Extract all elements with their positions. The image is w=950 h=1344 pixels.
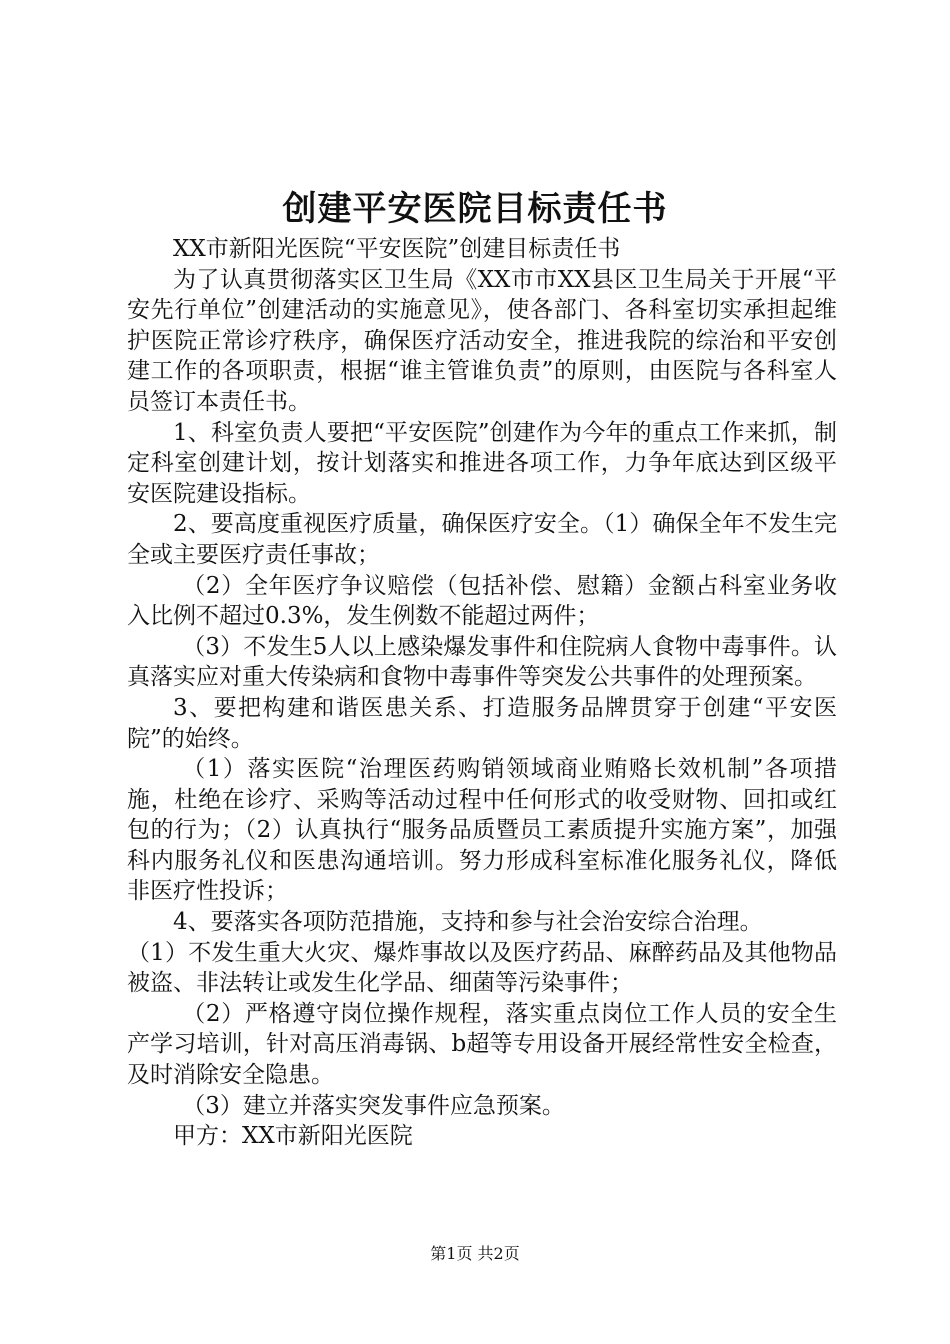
item-4-sub-3-paragraph: （3）建立并落实突发事件应急预案。 (182, 1092, 565, 1119)
party-a-paragraph: 甲方：XX市新阳光医院 (173, 1123, 413, 1150)
item-3-paragraph: 3、要把构建和谐医患关系、打造服务品牌贯穿于创建“平安医院”的始终。 (127, 694, 837, 752)
item-2-paragraph: 2、要高度重视医疗质量，确保医疗安全。（1）确保全年不发生完全或主要医疗责任事故； (127, 511, 837, 568)
item-4-paragraph: 4、要落实各项防范措施，支持和参与社会治安综合治理。 (173, 909, 763, 936)
item-4-sub-2-paragraph: （2）严格遵守岗位操作规程，落实重点岗位工作人员的安全生产学习培训，针对高压消毒锅、b超等专用设备开展经常性安全检查，及时消除安全隐患。 (127, 1000, 837, 1089)
intro-paragraph: 为了认真贯彻落实区卫生局《XX市市XX县区卫生局关于开展“平安先行单位”创建活动的实施意见》，使各部门、各科室切实承担起维护医院正常诊疗秩序，确保医疗活动安全，推进我院的综治和平安创建工作的各项职责，根据“谁主管谁负责”的原则，由医院与各科室人员签订本责任书。 (127, 266, 837, 415)
subtitle-paragraph: XX市新阳光医院“平安医院”创建目标责任书 (173, 236, 621, 262)
item-2-sub-2-paragraph: （2）全年医疗争议赔偿（包括补偿、慰籍）金额占科室业务收入比例不超过0.3%，发生例数不能超过两件； (127, 572, 837, 630)
document-body (127, 234, 837, 1152)
item-2-sub-3-paragraph: （3）不发生5人以上感染爆发事件和住院病人食物中毒事件。认真落实应对重大传染病和食物中毒事件等突发公共事件的处理预案。 (127, 633, 837, 691)
item-1-paragraph: 1、科室负责人要把“平安医院”创建作为今年的重点工作来抓，制定科室创建计划，按计划落实和推进各项工作，力争年底达到区级平安医院建设指标。 (127, 419, 837, 507)
item-3-sub-paragraph: （1）落实医院“治理医药购销领域商业贿赂长效机制”各项措施，杜绝在诊疗、采购等活动过程中任何形式的收受财物、回扣或红包的行为；（2）认真执行“服务品质暨员工素质提升实施方案”，加强科内服务礼仪和医患沟通培训。努力形成科室标准化服务礼仪，降低非医疗性投诉； (127, 756, 837, 905)
document-title: 创建平安医院目标责任书 (282, 189, 668, 229)
page-footer: 第1页 共2页 (430, 1244, 520, 1263)
item-4-sub-1-paragraph: （1）不发生重大火灾、爆炸事故以及医疗药品、麻醉药品及其他物品被盗、非法转让或发生化学品、细菌等污染事件； (127, 939, 837, 997)
